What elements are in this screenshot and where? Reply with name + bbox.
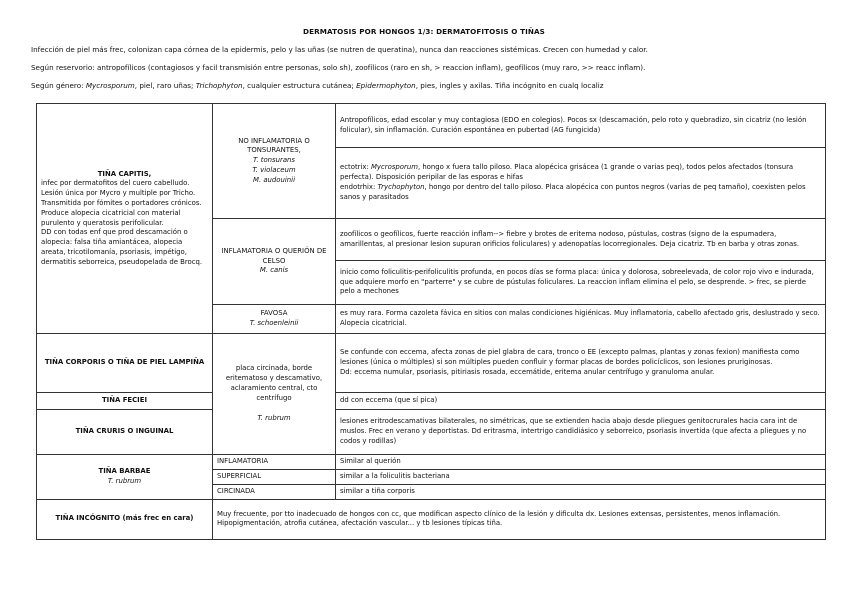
favosa-cell: FAVOSA T. schoenleinii bbox=[213, 305, 336, 334]
tina-incognito-desc: Muy frecuente, por tto inadecuado de hongos con cc, que modifican aspecto clínico de la lesión y dificulta dx. Lesiones extensas, persistentes, menos inflamación. Hipopigmentación, atrofia cutánea, afectación vascular... y tb lesiones típicas tiña. bbox=[213, 499, 826, 539]
barbae-type: CIRCINADA bbox=[213, 484, 336, 499]
table-row bbox=[37, 104, 826, 148]
table-row bbox=[37, 393, 826, 410]
favosa-desc: es muy rara. Forma cazoleta fávica en sitios con malas condiciones higiénicas. Muy inflamatoria, cabello afectado gris, deslustrado y seco. Alopecia cicatricial. bbox=[336, 305, 826, 334]
tina-capitis-cell: TIÑA CAPITIS, infec por dermatofitos del cuero cabelludo. Lesión única por Mycro y multiple por Tricho. Transmitida por fómites o portadores crónicos. Produce alopecia cicatricial con material purulento y queratosis perifolicular. DD con todas enf que prod descamación o alopecia: falsa tiña amiantácea, alopecia areata, tricotilomanía, psoriasis, impétigo, dermatitis seborreica, pseudopelada de Brocq. bbox=[37, 104, 213, 334]
intro-line-genero: Según género: Mycrosporum, piel, raro uñas; Trichophyton, cualquier estructura cutánea; Epidermophyton, pies, ingles y axilas. Tiña incógnito en cualq localiz bbox=[31, 81, 604, 90]
table-row bbox=[37, 334, 826, 393]
table-row bbox=[37, 499, 826, 539]
tina-capitis-title: TIÑA CAPITIS, bbox=[97, 169, 152, 178]
tina-cruris-desc: lesiones eritrodescamativas bilaterales, no simétricas, que se extienden hacia abajo desde pliegues genitocrurales hacia cara int de muslos. Frec en verano y deportistas. Dd eritrasma, intertrigo candidiásico y seborreico, psoriasis invertida (que afecta a pliegues y no codos y rodillas) bbox=[336, 409, 826, 454]
tina-incognito-cell: TIÑA INCÓGNITO (más frec en cara) bbox=[37, 499, 213, 539]
dermatofitosis-table bbox=[36, 103, 826, 540]
tina-feciei-cell: TIÑA FECIEI bbox=[37, 393, 213, 410]
inflamatoria-desc-1: zoofílicos o geofílicos, fuerte reacción inflam--> fiebre y brotes de eritema nodoso, pústulas, costras (signo de la espumadera, amarillentas, al presionar lesion supuran orificios foliculares) y adenopatías locorregionales. Deja cicatriz. Tb en barba y otras zonas. bbox=[336, 219, 826, 261]
tina-barbae-cell: TIÑA BARBAE T. rubrum bbox=[37, 454, 213, 499]
table-row bbox=[37, 454, 826, 469]
ectotrix-endotrix-desc: ectotrix: Mycrosporum, hongo x fuera tallo piloso. Placa alopécica grisácea (1 grande o varias peq), todos pelos afectados (tonsura perfecta). Disposición peripilar de las esporas e hifas endotrhix: Trychophyton, hongo por dentro del tallo piloso. Placa alopécica con puntos negros (varias de peq tamaño), coexisten pelos sanos y parasitados bbox=[336, 148, 826, 219]
tina-feciei-desc: dd con eccema (que sí pica) bbox=[336, 393, 826, 410]
table-row bbox=[37, 409, 826, 454]
shared-description-cell: placa circinada, borde eritematoso y descamativo, aclaramiento central, cto centrífugo T. rubrum bbox=[213, 334, 336, 455]
tina-corporis-desc: Se confunde con eccema, afecta zonas de piel glabra de cara, tronco o EE (excepto palmas, plantas y zonas fexion) manifiesta como lesiones (única o múltiples) si son múltiples pueden confluir y formar placas de bordes policíclicos, son lesiones pruriginosas. Dd: eccema numular, psoriasis, pitiriasis rosada, eccemátide, eritema anular centrífugo y granuloma anular. bbox=[336, 334, 826, 393]
no-inflamatoria-cell: NO INFLAMATORIA O TONSURANTES, T. tonsurans T. violaceum M. audouinii bbox=[213, 104, 336, 219]
tina-cruris-cell: TIÑA CRURIS O INGUINAL bbox=[37, 409, 213, 454]
barbae-desc: Similar al querión bbox=[336, 454, 826, 469]
no-inflamatoria-desc: Antropofílicos, edad escolar y muy contagiosa (EDO en colegios). Pocos sx (descamación, pelo roto y quebradizo, sin cicatriz (no lesión folicular), sin inflamación. Curación espontánea en pubertad (AG fungicida) bbox=[336, 104, 826, 148]
barbae-desc: similar a la foliculitis bacteriana bbox=[336, 469, 826, 484]
tina-corporis-cell: TIÑA CORPORIS O TIÑA DE PIEL LAMPIÑA bbox=[37, 334, 213, 393]
barbae-type: SUPERFICIAL bbox=[213, 469, 336, 484]
inflamatoria-querion-cell: INFLAMATORIA O QUERIÓN DE CELSO M. canis bbox=[213, 219, 336, 305]
barbae-desc: similar a tiña corporis bbox=[336, 484, 826, 499]
document-title: DERMATOSIS POR HONGOS 1/3: DERMATOFITOSIS O TIÑAS bbox=[303, 27, 545, 36]
intro-line-general: Infección de piel más frec, colonizan capa córnea de la epidermis, pelo y las uñas (se nutren de queratina), nunca dan reacciones sistémicas. Crecen con humedad y calor. bbox=[31, 45, 648, 54]
barbae-type: INFLAMATORIA bbox=[213, 454, 336, 469]
inflamatoria-desc-2: inicio como foliculitis-perifoliculitis profunda, en pocos días se forma placa: única y dolorosa, sobreelevada, de color rojo vivo e indurada, que adquiere morfo en "parterre" y se cubre de pústulas foliculares. La reaccion inflam elimina el pelo, se desprende. > frec, se pierde pelo a mechones bbox=[336, 261, 826, 305]
intro-line-reservorio: Según reservorio: antropofílicos (contagiosos y facil transmisión entre personas, solo sh), zoofílicos (raro en sh, > reaccion inflam), geofílicos (muy raro, >> reacc inflam). bbox=[31, 63, 646, 72]
